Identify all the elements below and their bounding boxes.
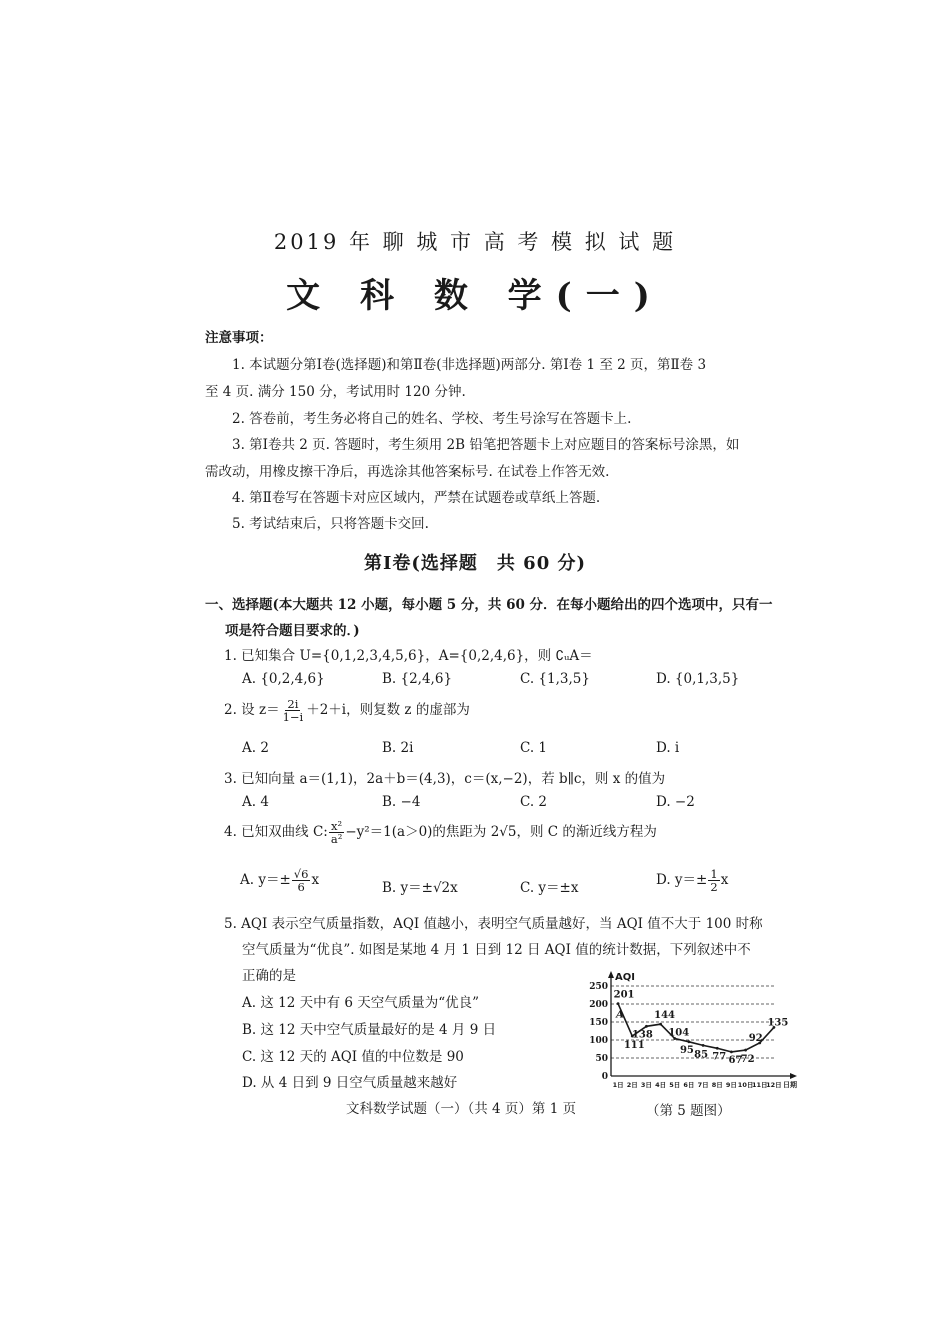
question-5-line: 5. AQI 表示空气质量指数，AQI 值越小，表明空气质量越好，当 AQI 值不大于 100 时称 bbox=[224, 916, 763, 932]
question-1-stem: 1. 已知集合 U={0,1,2,3,4,5,6}，A={0,2,4,6}，则 ∁ᵤA＝ bbox=[224, 648, 593, 664]
question-4-option-d bbox=[656, 868, 728, 893]
data-point bbox=[702, 1044, 705, 1047]
data-label: 104 bbox=[668, 1027, 690, 1039]
option-tail: x bbox=[311, 872, 320, 889]
notice-item: 2. 答卷前，考生务必将自己的姓名、学校、考生号涂写在答题卡上. bbox=[232, 411, 632, 427]
y-tick-label: 250 bbox=[589, 982, 608, 992]
x-tick-label: 5日 bbox=[669, 1081, 681, 1089]
fraction-denominator: 2 bbox=[710, 880, 718, 895]
x-tick-label: 1日 bbox=[612, 1081, 624, 1089]
fraction-denominator: 6 bbox=[297, 880, 305, 895]
option-fraction bbox=[292, 868, 311, 893]
data-point bbox=[730, 1050, 733, 1053]
data-label: 77 bbox=[712, 1051, 727, 1063]
y-axis-arrow bbox=[608, 971, 614, 978]
x-tick-label: 9日 bbox=[725, 1081, 737, 1089]
option-lead: D. y＝± bbox=[656, 872, 708, 889]
data-label: 111 bbox=[623, 1040, 645, 1052]
y-tick-label: 0 bbox=[601, 1072, 608, 1082]
data-label: 144 bbox=[654, 1010, 676, 1022]
figure-caption: （第 5 题图） bbox=[646, 1103, 731, 1119]
point-label-a: A bbox=[616, 1009, 624, 1021]
data-label: 135 bbox=[767, 1017, 789, 1029]
data-label: 201 bbox=[613, 989, 635, 1001]
y-tick-label: 50 bbox=[595, 1054, 608, 1064]
exam-subtitle: 文 科 数 学(一) bbox=[286, 276, 664, 316]
x-tick-label: 11日 bbox=[751, 1081, 768, 1089]
question-5-line: 空气质量为“优良”. 如图是某地 4 月 1 日到 12 日 AQI 值的统计数据，下列叙述中不 bbox=[242, 942, 751, 958]
option-lead: A. y＝± bbox=[240, 872, 291, 889]
data-label: 85 bbox=[694, 1049, 709, 1061]
option-tail: x bbox=[720, 872, 729, 889]
question-2-fraction bbox=[281, 698, 306, 723]
section-title: 第Ⅰ卷(选择题 共 60 分) bbox=[363, 553, 587, 574]
question-5-option-c: C. 这 12 天的 AQI 值的中位数是 90 bbox=[242, 1049, 464, 1065]
fraction-numerator: x² bbox=[331, 819, 343, 833]
x-tick-label: 2日 bbox=[626, 1081, 638, 1089]
question-3-option-c: C. 2 bbox=[520, 794, 548, 810]
data-label: 138 bbox=[631, 1029, 653, 1041]
fraction-numerator: 1 bbox=[710, 867, 718, 881]
x-tick-label: 10日 bbox=[737, 1081, 754, 1089]
question-1-option-b: B. {2,4,6} bbox=[382, 671, 453, 687]
notice-item: 1. 本试题分第Ⅰ卷(选择题)和第Ⅱ卷(非选择题)两部分. 第Ⅰ卷 1 至 2 页，第Ⅱ卷 3 bbox=[232, 357, 707, 373]
x-tick-label: 12日 bbox=[766, 1081, 782, 1089]
question-5-option-b: B. 这 12 天中空气质量最好的是 4 月 9 日 bbox=[242, 1022, 497, 1038]
question-1-option-c: C. {1,3,5} bbox=[520, 671, 590, 687]
x-tick-label: 8日 bbox=[711, 1081, 723, 1089]
data-point bbox=[645, 1025, 648, 1028]
question-4-option-c: C. y＝±x bbox=[520, 880, 579, 896]
data-label: 95 bbox=[679, 1044, 694, 1056]
question-2-option-b: B. 2i bbox=[382, 740, 414, 756]
data-label: 92 bbox=[748, 1032, 763, 1044]
notice-item: 3. 第Ⅰ卷共 2 页. 答题时，考生须用 2B 铅笔把答题卡上对应题目的答案标号涂黑，如 bbox=[232, 437, 740, 453]
question-4-fraction bbox=[329, 820, 344, 845]
question-3-option-d: D. −2 bbox=[656, 794, 695, 810]
notice-item: 至 4 页. 满分 150 分，考试用时 120 分钟. bbox=[205, 384, 466, 400]
fraction-denominator: 1−i bbox=[282, 710, 304, 725]
aqi-line-chart bbox=[585, 968, 805, 1096]
question-3-stem: 3. 已知向量 a＝(1,1)，2a＋b＝(4,3)，c＝(x,−2)，若 b∥c，则 x 的值为 bbox=[224, 771, 666, 787]
section-instruction: 一、选择题(本大题共 12 小题，每小题 5 分，共 60 分．在每小题给出的四个选项中，只有一 bbox=[205, 597, 773, 613]
question-2-option-a: A. 2 bbox=[242, 740, 269, 756]
x-tick-label: 3日 bbox=[640, 1081, 652, 1089]
data-point bbox=[716, 1047, 719, 1050]
y-tick-label: 200 bbox=[589, 1000, 608, 1010]
notice-item: 4. 第Ⅱ卷写在答题卡对应区域内，严禁在试题卷或草纸上答题. bbox=[232, 490, 601, 506]
data-point bbox=[744, 1049, 747, 1052]
question-4-option-a bbox=[240, 868, 319, 893]
x-axis-label: 日期 bbox=[783, 1081, 797, 1089]
fraction-denominator: a² bbox=[330, 832, 343, 847]
question-5-option-a: A. 这 12 天中有 6 天空气质量为“优良” bbox=[242, 995, 480, 1011]
fraction-numerator: √6 bbox=[293, 867, 309, 881]
x-tick-label: 7日 bbox=[697, 1081, 709, 1089]
section-instruction: 项是符合题目要求的．) bbox=[225, 623, 360, 639]
question-2-stem bbox=[224, 698, 470, 723]
question-4-tail: −y²＝1(a＞0)的焦距为 2√5，则 C 的渐近线方程为 bbox=[345, 824, 657, 841]
x-axis-arrow bbox=[790, 1073, 797, 1079]
option-fraction bbox=[708, 868, 719, 893]
x-tick-label: 4日 bbox=[655, 1081, 667, 1089]
x-tick-label: 6日 bbox=[683, 1081, 695, 1089]
question-2-tail: ＋2＋i，则复数 z 的虚部为 bbox=[306, 702, 470, 719]
fraction-numerator: 2i bbox=[287, 697, 299, 711]
page-footer: 文科数学试题（一）（共 4 页）第 1 页 bbox=[346, 1101, 577, 1117]
data-point bbox=[617, 1002, 620, 1005]
notice-item: 需改动，用橡皮擦干净后，再选涂其他答案标号. 在试卷上作答无效. bbox=[205, 464, 610, 480]
y-tick-label: 150 bbox=[589, 1018, 608, 1028]
question-2-lead: 2. 设 z＝ bbox=[224, 702, 280, 719]
data-label: 67 bbox=[728, 1054, 743, 1066]
question-4-lead: 4. 已知双曲线 C: bbox=[224, 824, 328, 841]
notice-item: 5. 考试结束后，只将答题卡交回. bbox=[232, 516, 429, 532]
data-point bbox=[688, 1040, 691, 1043]
notice-heading: 注意事项： bbox=[205, 330, 273, 346]
exam-title: 2019 年 聊 城 市 高 考 模 拟 试 题 bbox=[273, 230, 677, 254]
question-5-option-d: D. 从 4 日到 9 日空气质量越来越好 bbox=[242, 1075, 458, 1091]
question-1-option-d: D. {0,1,3,5} bbox=[656, 671, 740, 687]
question-4-stem bbox=[224, 820, 657, 845]
y-axis-label: AQI bbox=[615, 972, 635, 983]
data-label: 72 bbox=[740, 1054, 755, 1066]
y-tick-label: 100 bbox=[589, 1036, 608, 1046]
question-2-option-d: D. i bbox=[656, 740, 680, 756]
question-1-option-a: A. {0,2,4,6} bbox=[242, 671, 325, 687]
question-2-option-c: C. 1 bbox=[520, 740, 548, 756]
question-3-option-a: A. 4 bbox=[242, 794, 269, 810]
question-5-line: 正确的是 bbox=[242, 968, 296, 984]
question-4-option-b: B. y＝±√2x bbox=[382, 880, 458, 896]
question-3-option-b: B. −4 bbox=[382, 794, 421, 810]
data-point bbox=[659, 1023, 662, 1026]
